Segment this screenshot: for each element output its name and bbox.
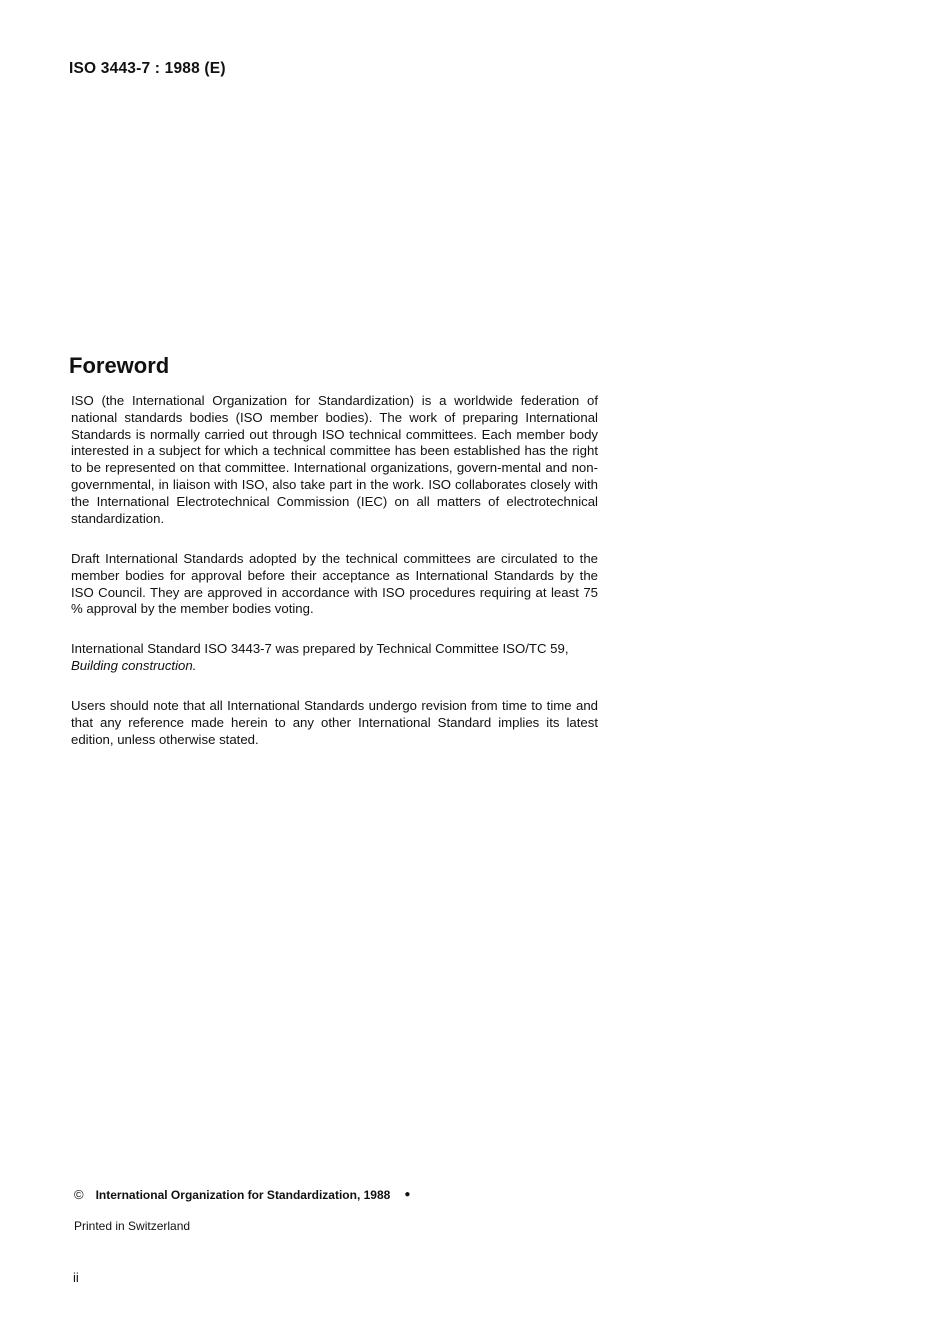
foreword-title: Foreword: [69, 353, 170, 378]
copyright-symbol: ©: [74, 1187, 84, 1202]
committee-sentence: International Standard ISO 3443-7 was prepared by Technical Committee ISO/TC 59,: [71, 641, 569, 656]
foreword-paragraph-1: ISO (the International Organization for Standardization) is a worldwide federation of national standards bodies (ISO member bodies). The work of preparing International Standards is normally carried out through ISO technical committees. Each member body interested in a subject for which a technical committee has been established has the right to be represented on that committee. International organizations, govern-mental and non-governmental, in liaison with ISO, also take part in the work. ISO collaborates closely with the International Electrotechnical Commission (IEC) on all matters of electrotechnical standardization.: [71, 393, 598, 526]
foreword-paragraph-4: Users should note that all International Standards undergo revision from time to time and that any reference made herein to any other International Standard implies its latest edition, unless otherwise stated.: [71, 698, 598, 747]
copyright-text: International Organization for Standardization, 1988: [95, 1187, 391, 1202]
bullet-icon: ●: [404, 1189, 411, 1200]
foreword-paragraph-3: [71, 641, 598, 675]
foreword-paragraph-2: Draft International Standards adopted by the technical committees are circulated to the member bodies for approval before their acceptance as International Standards by the ISO Council. They are approved in accordance with ISO procedures requiring at least 75 % approval by the member bodies voting.: [71, 551, 598, 617]
copyright-line: [74, 1187, 410, 1202]
committee-name: Building construction.: [71, 657, 197, 673]
page-number: ii: [73, 1270, 79, 1285]
printed-in-label: Printed in Switzerland: [74, 1219, 191, 1233]
document-header: ISO 3443-7 : 1988 (E): [69, 60, 226, 77]
